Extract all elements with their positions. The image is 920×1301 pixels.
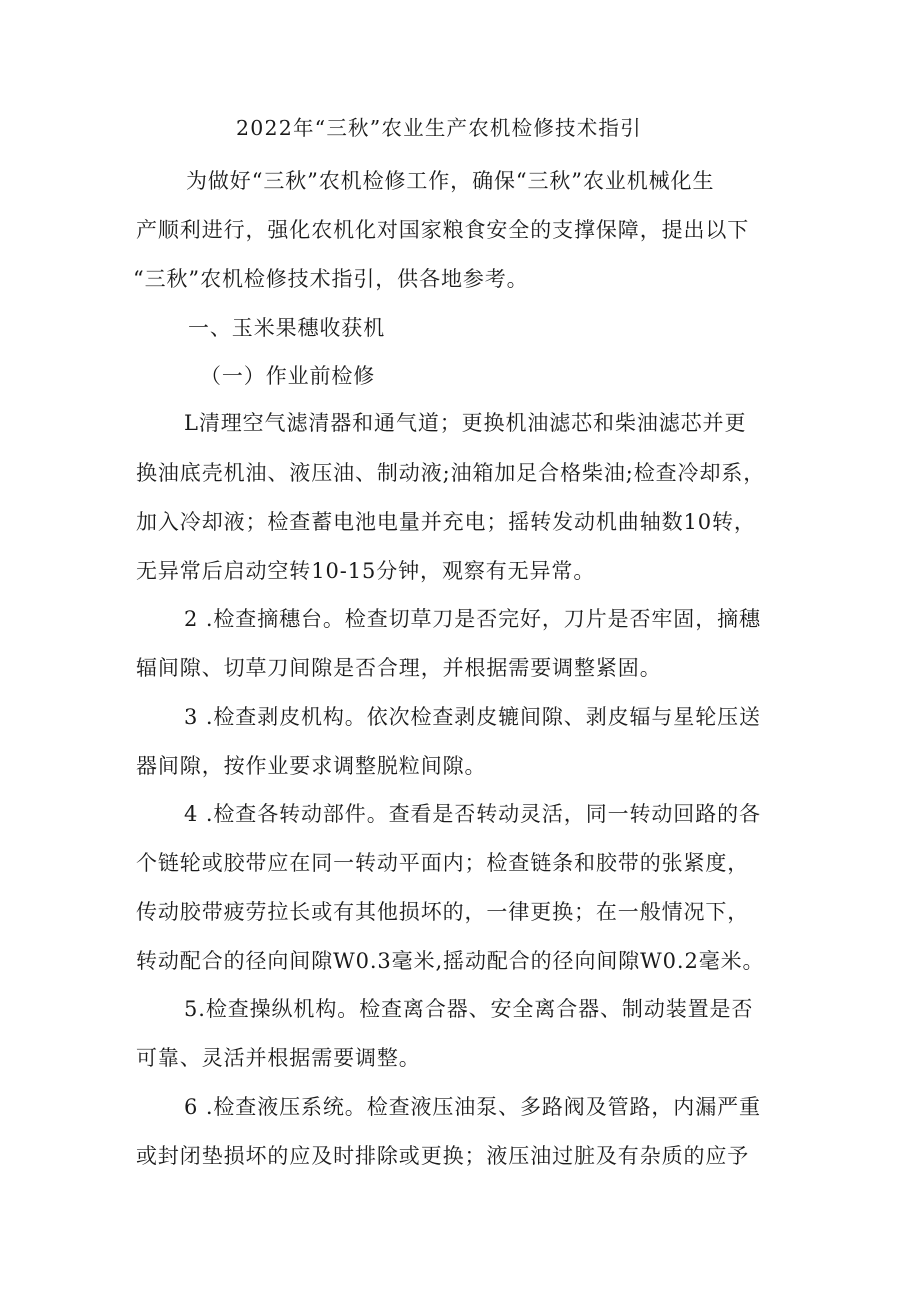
item-line: 换油底壳机油、液压油、制动液;油箱加足合格柴油;检查冷却系， — [136, 461, 766, 485]
item-line: 2 .检查摘穗台。检查切草刀是否完好，刀片是否牢固，摘穗 — [184, 607, 761, 631]
item-line: L清理空气滤清器和通气道；更换机油滤芯和柴油滤芯并更 — [184, 411, 747, 435]
item-line: 器间隙，按作业要求调整脱粒间隙。 — [136, 754, 487, 778]
section-heading: 一、玉米果穗收获机 — [188, 316, 386, 340]
item-line: 可靠、灵活并根据需要调整。 — [136, 1046, 421, 1070]
intro-line: “三秋”农机检修技术指引，供各地参考。 — [133, 267, 529, 291]
item-line: 4 .检查各转动部件。查看是否转动灵活，同一转动回路的各 — [184, 802, 761, 826]
item-line: 个链轮或胶带应在同一转动平面内；检查链条和胶带的张紧度， — [136, 851, 750, 875]
item-line: 辐间隙、切草刀间隙是否合理，并根据需要调整紧固。 — [136, 656, 662, 680]
item-line: 或封闭垫损坏的应及时排除或更换；液压油过脏及有杂质的应予 — [136, 1144, 750, 1168]
item-line: 5.检查操纵机构。检查离合器、安全离合器、制动装置是否 — [184, 997, 754, 1021]
item-line: 传动胶带疲劳拉长或有其他损坏的，一律更换；在一般情况下， — [136, 900, 750, 924]
document-title: 2022年“三秋”农业生产农机检修技术指引 — [236, 116, 642, 140]
item-line: 转动配合的径向间隙W0.3毫米,摇动配合的径向间隙W0.2毫米。 — [136, 949, 765, 973]
item-line: 无异常后启动空转10-15分钟，观察有无异常。 — [136, 559, 596, 583]
item-line: 6 .检查液压系统。检查液压油泵、多路阀及管路，内漏严重 — [184, 1095, 761, 1119]
section-subheading: （一）作业前检修 — [200, 364, 376, 388]
intro-line: 为做好“三秋”农机检修工作，确保“三秋”农业机械化生 — [186, 169, 715, 193]
item-line: 3 .检查剥皮机构。依次检查剥皮辘间隙、剥皮辐与星轮压送 — [184, 705, 761, 729]
intro-line: 产顺利进行，强化农机化对国家粮食安全的支撑保障，提出以下 — [136, 218, 750, 242]
item-line: 加入冷却液；检查蓄电池电量并充电；摇转发动机曲轴数10转， — [136, 510, 756, 534]
